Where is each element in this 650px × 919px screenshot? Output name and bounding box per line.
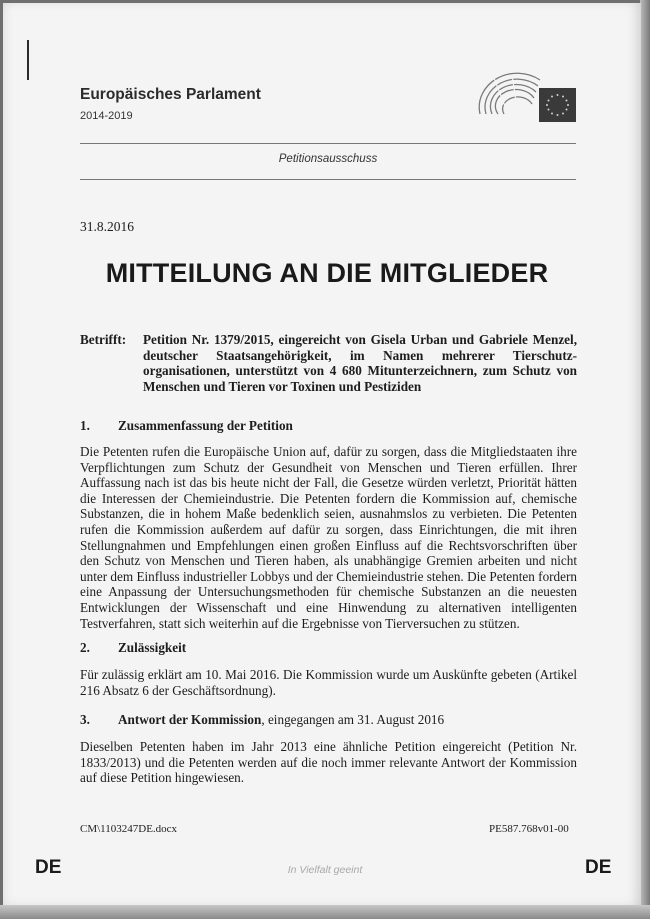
pe-reference: PE587.768v01-00: [489, 823, 569, 835]
european-parliament-logo-icon: [474, 70, 577, 124]
scan-mark: [27, 40, 29, 80]
section-body-2: Für zulässig erklärt am 10. Mai 2016. Die Kommission wurde um Auskünfte gebeten (Artikel 216 Absatz 6 der Geschäftsordnung).: [80, 667, 577, 698]
section-number: 2.: [80, 640, 90, 655]
section-number: 3.: [80, 712, 90, 727]
section-heading-1: [80, 418, 293, 434]
language-code-right: DE: [585, 857, 612, 878]
subject-text: Petition Nr. 1379/2015, eingereicht von Gisela Urban und Gabriele Menzel, deutscher Staatsangehörigkeit, im Namen mehrerer Tierschutz-organisationen, unterstützt von 4 680 Mitunterzeichnern, zum Schutz von Menschen und Tieren vor Toxinen und Pestiziden: [143, 332, 577, 394]
section-heading-3: [80, 712, 444, 728]
organization-name: Europäisches Parlament: [80, 86, 261, 103]
section-title-suffix: , eingegangen am 31. August 2016: [261, 712, 445, 727]
section-heading-2: [80, 640, 186, 656]
organization-header: [80, 86, 261, 122]
section-title: Antwort der Kommission: [118, 712, 262, 727]
document-reference: CM\1103247DE.docx: [80, 823, 178, 835]
legislative-term: 2014-2019: [80, 110, 133, 122]
header-rule-bottom: [80, 179, 576, 180]
header-rule-top: [80, 143, 576, 144]
scan-edge-shadow: [640, 0, 650, 919]
document-title: MITTEILUNG AN DIE MITGLIEDER: [105, 258, 549, 288]
document-date: 31.8.2016: [80, 219, 134, 234]
eu-motto: In Vielfalt geeint: [287, 864, 363, 876]
section-number: 1.: [80, 418, 90, 433]
section-body-1: Die Petenten rufen die Europäische Union auf, dafür zu sorgen, dass die Mitgliedstaaten ihre Verpflichtungen zum Schutz der Gesundheit von Menschen und Tieren erfüllen. Ihrer Auffassung nach ist das bis heute nicht der Fall, die Gesetze würden verletzt, Priorität hätten die Interessen der Chemieindustrie. Die Petenten fordern die Kommission auf, chemische Substanzen, die in hohem Maße bedenklich seien, ausnahmslos zu verbieten. Die Petenten rufen die Kommission außerdem auf dafür zu sorgen, dass Einrichtungen, die mit ihren Stellungnahmen und Empfehlungen einen großen Einfluss auf die Rechtsvorschriften über den Schutz von Menschen und Tieren haben, als unabhängige Gremien arbeiten und nicht unter dem Einfluss industrieller Lobbys und der Chemieindustrie stehen. Die Petenten fordern eine Anpassung der Untersuchungsmethoden für chemische Substanzen an die neuesten Entwicklungen der Wissenschaft und eine Hinwendung zu alternativen intelligenten Testverfahren, statt sich weiterhin auf die Ergebnisse von Tierversuchen zu stützen.: [80, 444, 577, 631]
subject-label: Betrifft:: [80, 332, 127, 347]
section-body-3: Dieselben Petenten haben im Jahr 2013 eine ähnliche Petition eingereicht (Petition Nr. 1833/2013) und die Petenten werden auf die noch immer relevante Antwort der Kommission auf diese Petition hingewiesen.: [80, 739, 577, 786]
section-title: Zusammenfassung der Petition: [118, 418, 293, 433]
subject-block: [80, 332, 577, 394]
language-code-left: DE: [35, 857, 62, 878]
scan-bottom-edge: [0, 905, 650, 919]
section-title: Zulässigkeit: [118, 640, 187, 655]
committee-name: Petitionsausschuss: [278, 153, 378, 165]
